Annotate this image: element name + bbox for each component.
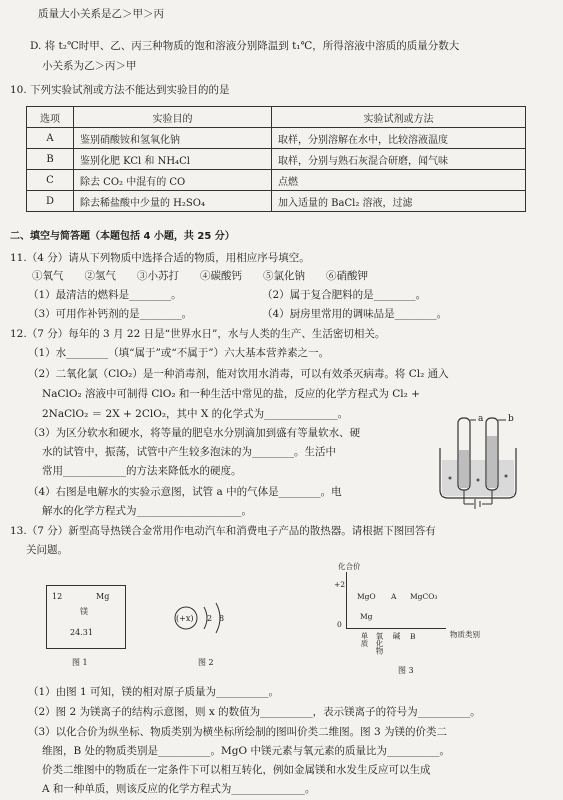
question-13-sub3-line2: 维图，B 处的物质类别是__________。MgO 中镁元素与氧元素的质量比为__________。 xyxy=(42,745,450,757)
tick-label: +2 xyxy=(334,580,346,589)
question-12-sub1: （1）水________（填“属于”或“不属于”）六大基本营养素之一。 xyxy=(28,347,330,359)
element-name: 镁 xyxy=(80,607,88,616)
electron-shell-1: 2 xyxy=(207,614,213,623)
question-12-sub4-line1: （4）右图是电解水的实验示意图，试管 a 中的气体是________。电 xyxy=(28,486,342,498)
nucleus-label: (+x) xyxy=(176,614,194,623)
table-cell: C xyxy=(27,170,74,191)
table-cell: 取样，分别溶解在水中，比较溶液温度 xyxy=(272,128,526,149)
category-label: B xyxy=(410,632,416,641)
table-header: 实验目的 xyxy=(74,107,272,128)
category-label: 氧化物 xyxy=(375,632,384,655)
table-cell: B xyxy=(27,149,74,170)
option-d-line1: D. 将 t₂℃时甲、乙、丙三种物质的饱和溶液分别降温到 t₁℃，所得溶液中溶质的质量分数大 xyxy=(30,40,460,52)
question-13-sub2: （2）图 2 为镁离子的结构示意图，则 x 的数值为__________，表示镁离子的符号为__________。 xyxy=(28,706,481,718)
question-11-stem: 11.（4 分）请从下列物质中选择合适的物质，用相应序号填空。 xyxy=(10,252,310,264)
table-cell: 除去稀盐酸中少量的 H₂SO₄ xyxy=(74,191,272,212)
question-12-sub2-line1: （2）二氧化氯（ClO₂）是一种消毒剂，能对饮用水消毒，可以有效杀灭病毒。将 Cl₂ 通入 xyxy=(28,368,449,380)
question-12-sub3-line3: 常用____________的方法来降低水的硬度。 xyxy=(42,465,242,477)
question-11-sub1: （1）最清洁的燃料是________。 xyxy=(28,289,182,301)
tick-label: 0 xyxy=(337,620,342,629)
question-13-sub3-line4: A 和一种单质，则该反应的化学方程式为______________。 xyxy=(42,783,316,795)
question-12-sub2-line2: NaClO₂ 溶液中可制得 ClO₂ 和一种生活中常见的盐，反应的化学方程式为 Cl₂ + xyxy=(42,388,420,400)
question-11-choices: ①氧气 ②氢气 ③小苏打 ④碳酸钙 ⑤氯化钠 ⑥硝酸钾 xyxy=(32,270,368,282)
table-row xyxy=(27,128,526,149)
option-d-line2: 小关系为乙＞丙＞甲 xyxy=(42,60,137,72)
y-axis-label: 化合价 xyxy=(338,562,361,571)
point-label: MgCO₃ xyxy=(410,592,438,601)
question-13-sub1: （1）由图 1 可知，镁的相对原子质量为__________。 xyxy=(28,686,280,698)
experiment-table xyxy=(26,106,526,212)
table-cell: A xyxy=(27,128,74,149)
table-row xyxy=(27,170,526,191)
table-cell: 取样，分别与熟石灰混合研磨，闻气味 xyxy=(272,149,526,170)
table-cell: D xyxy=(27,191,74,212)
question-11-sub2: （2）属于复合肥料的是________。 xyxy=(262,289,427,301)
label-b: b xyxy=(508,414,514,424)
label-a: a xyxy=(478,414,484,424)
table-row xyxy=(27,149,526,170)
question-12-sub3-line1: （3）为区分软水和硬水，将等量的肥皂水分别滴加到盛有等量软水、硬 xyxy=(28,427,361,439)
question-12-sub3-line2: 水的试管中，振荡，试管中产生较多泡沫的为________。生活中 xyxy=(42,446,336,458)
point-label: Mg xyxy=(360,612,373,621)
element-symbol: Mg xyxy=(96,592,110,601)
figure-caption: 图 3 xyxy=(398,666,414,675)
question-13-stem1: 13.（7 分）新型高导热镁合金常用作电动汽车和消费电子产品的散热器。请根据下图回答有 xyxy=(10,525,436,537)
table-header: 实验试剂或方法 xyxy=(272,107,526,128)
point-label: A xyxy=(391,592,397,601)
table-cell: 除去 CO₂ 中混有的 CO xyxy=(74,170,272,191)
table-header: 选项 xyxy=(27,107,74,128)
table-row xyxy=(27,191,526,212)
question-12-sub2-line3: 2NaClO₂ ＝ 2X + 2ClO₂，其中 X 的化学式为______________。 xyxy=(42,408,349,420)
electron-shell-2: 8 xyxy=(219,614,225,623)
table-cell: 点燃 xyxy=(272,170,526,191)
table-cell: 加入适量的 BaCl₂ 溶液，过滤 xyxy=(272,191,526,212)
table-header-row xyxy=(27,107,526,128)
x-axis-label: 物质类别 xyxy=(450,630,480,639)
table-cell: 鉴别硝酸铵和氢氧化钠 xyxy=(74,128,272,149)
section-heading: 二、填空与简答题（本题包括 4 小题，共 25 分） xyxy=(10,231,235,242)
question-13-sub3-line1: （3）以化合价为纵坐标、物质类别为横坐标所绘制的图叫价类二维图。图 3 为镁的价类二 xyxy=(28,726,448,738)
figure-caption: 图 1 xyxy=(72,658,88,667)
table-cell: 鉴别化肥 KCl 和 NH₄Cl xyxy=(74,149,272,170)
question-13-stem2: 关问题。 xyxy=(26,544,68,556)
category-label: 碱 xyxy=(392,632,401,640)
x-axis xyxy=(346,628,446,629)
question-11-sub4: （4）厨房里常用的调味品是________。 xyxy=(262,308,448,320)
question-11-sub3: （3）可用作补钙剂的是________。 xyxy=(28,308,193,320)
question-10-stem: 10. 下列实验试剂或方法不能达到实验目的的是 xyxy=(10,84,230,96)
atomic-mass: 24.31 xyxy=(70,628,93,637)
category-label: 单质 xyxy=(360,632,369,647)
atomic-number: 12 xyxy=(52,592,63,601)
figure-caption: 图 2 xyxy=(198,658,214,667)
question-12-stem: 12.（7 分）每年的 3 月 22 日是“世界水日”，水与人类的生产、生活密切相关。 xyxy=(10,328,386,340)
y-axis xyxy=(346,572,347,628)
point-label: MgO xyxy=(357,592,376,601)
question-12-sub4-line2: 解水的化学方程式为____________________。 xyxy=(42,505,252,517)
question-13-sub3-line3: 价类二维图中的物质在一定条件下可以相互转化，例如金属镁和水发生反应可以生成 xyxy=(42,764,431,776)
text-line: 质量大小关系是乙＞甲＞丙 xyxy=(38,8,164,20)
